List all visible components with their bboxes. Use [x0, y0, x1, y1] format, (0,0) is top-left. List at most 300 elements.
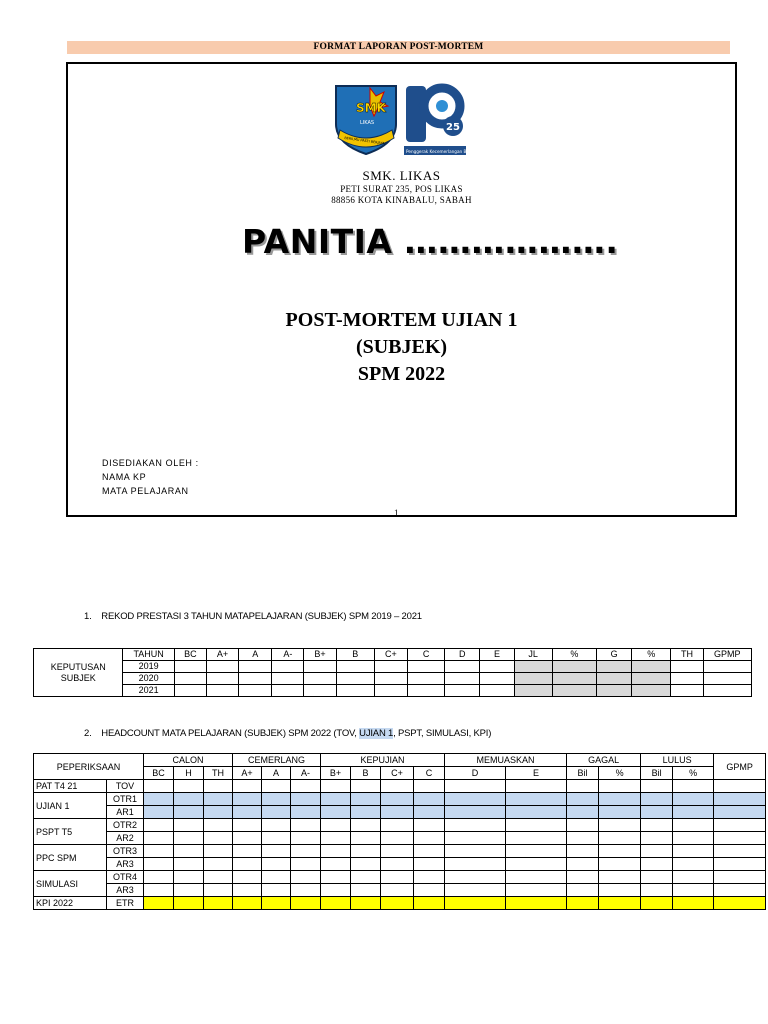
data-cell[interactable]: [506, 897, 567, 910]
data-cell[interactable]: [599, 819, 641, 832]
school-address-line1: PETI SURAT 235, POS LIKAS: [340, 184, 463, 194]
data-cell[interactable]: [381, 858, 414, 871]
result-label-cell: [34, 649, 123, 697]
data-cell[interactable]: [374, 661, 407, 673]
gpmp-header: GPMP: [714, 754, 766, 780]
data-cell[interactable]: [351, 897, 381, 910]
data-cell[interactable]: [321, 780, 351, 793]
data-cell[interactable]: [291, 884, 321, 897]
data-cell[interactable]: [506, 819, 567, 832]
data-cell[interactable]: [321, 884, 351, 897]
data-cell[interactable]: [262, 819, 291, 832]
data-cell[interactable]: [480, 673, 514, 685]
data-cell[interactable]: [445, 897, 506, 910]
data-cell[interactable]: [641, 793, 673, 806]
data-cell[interactable]: [321, 819, 351, 832]
data-cell[interactable]: [204, 884, 233, 897]
subject-label: MATA PELAJARAN: [102, 486, 189, 496]
data-cell[interactable]: [262, 884, 291, 897]
sub-header: A: [262, 767, 291, 780]
data-cell[interactable]: [381, 884, 414, 897]
data-cell[interactable]: [174, 673, 206, 685]
data-cell[interactable]: [233, 780, 262, 793]
data-cell[interactable]: [262, 780, 291, 793]
data-cell[interactable]: [514, 685, 552, 697]
data-cell[interactable]: [204, 871, 233, 884]
data-cell[interactable]: [291, 897, 321, 910]
data-cell[interactable]: [233, 819, 262, 832]
data-cell[interactable]: [445, 780, 506, 793]
data-cell[interactable]: [321, 845, 351, 858]
exam-type: AR1: [107, 806, 144, 819]
data-cell[interactable]: [174, 819, 204, 832]
exam-header: PEPERIKSAAN: [34, 754, 144, 780]
data-cell[interactable]: [641, 780, 673, 793]
data-cell[interactable]: [351, 845, 381, 858]
data-cell[interactable]: [445, 858, 506, 871]
year-cell: 2021: [123, 685, 174, 697]
data-cell[interactable]: [144, 793, 174, 806]
data-cell[interactable]: [506, 806, 567, 819]
table-row: [34, 661, 752, 673]
exam-type: OTR4: [107, 871, 144, 884]
data-cell[interactable]: [262, 845, 291, 858]
data-cell[interactable]: [671, 673, 703, 685]
data-cell[interactable]: [567, 845, 599, 858]
data-cell[interactable]: [351, 780, 381, 793]
data-cell[interactable]: [291, 793, 321, 806]
section2-title-end: , PSPT, SIMULASI, KPI): [393, 728, 492, 739]
section1-number: 1.: [84, 611, 92, 622]
data-cell[interactable]: [272, 673, 304, 685]
data-cell[interactable]: [445, 884, 506, 897]
sub-header: TH: [204, 767, 233, 780]
data-cell[interactable]: [567, 819, 599, 832]
data-cell[interactable]: [567, 793, 599, 806]
data-cell[interactable]: [673, 793, 714, 806]
data-cell[interactable]: [381, 780, 414, 793]
data-cell[interactable]: [174, 806, 204, 819]
data-cell[interactable]: [714, 871, 766, 884]
exam-name: PAT T4 21: [34, 780, 107, 793]
data-cell[interactable]: [144, 780, 174, 793]
data-cell[interactable]: [144, 806, 174, 819]
column-header: E: [480, 649, 514, 661]
data-cell[interactable]: [567, 780, 599, 793]
data-cell[interactable]: [414, 819, 445, 832]
data-cell[interactable]: [673, 819, 714, 832]
data-cell[interactable]: [291, 871, 321, 884]
three-year-performance-table: [33, 648, 752, 697]
data-cell[interactable]: [714, 845, 766, 858]
data-cell[interactable]: [599, 793, 641, 806]
data-cell[interactable]: [239, 685, 272, 697]
data-cell[interactable]: [381, 806, 414, 819]
data-cell[interactable]: [480, 661, 514, 673]
column-header: A-: [272, 649, 304, 661]
data-cell[interactable]: [262, 793, 291, 806]
data-cell[interactable]: [599, 897, 641, 910]
data-cell[interactable]: [351, 871, 381, 884]
exam-name: PPC SPM: [34, 845, 107, 871]
data-cell[interactable]: [552, 673, 596, 685]
data-cell[interactable]: [599, 806, 641, 819]
data-cell[interactable]: [381, 832, 414, 845]
data-cell[interactable]: [599, 832, 641, 845]
data-cell[interactable]: [671, 685, 703, 697]
data-cell[interactable]: [408, 673, 445, 685]
data-cell[interactable]: [174, 884, 204, 897]
data-cell[interactable]: [567, 832, 599, 845]
data-cell[interactable]: [174, 685, 206, 697]
data-cell[interactable]: [445, 685, 480, 697]
page-number: 1: [394, 508, 399, 518]
data-cell[interactable]: [506, 871, 567, 884]
data-cell[interactable]: [714, 897, 766, 910]
data-cell[interactable]: [445, 673, 480, 685]
exam-type: OTR1: [107, 793, 144, 806]
column-header: JL: [514, 649, 552, 661]
data-cell[interactable]: [381, 871, 414, 884]
data-cell[interactable]: [414, 858, 445, 871]
data-cell[interactable]: [414, 897, 445, 910]
badge-ribbon: BERILMU PASTI BERJAYA: [344, 135, 385, 146]
data-cell[interactable]: [599, 780, 641, 793]
data-cell[interactable]: [304, 673, 336, 685]
data-cell[interactable]: [262, 897, 291, 910]
data-cell[interactable]: [321, 871, 351, 884]
data-cell[interactable]: [714, 819, 766, 832]
result-label-line1: KEPUTUSAN: [50, 661, 106, 672]
data-cell[interactable]: [321, 806, 351, 819]
data-cell[interactable]: [673, 845, 714, 858]
data-cell[interactable]: [641, 806, 673, 819]
data-cell[interactable]: [174, 897, 204, 910]
badge-subtext: LIKAS: [360, 120, 375, 126]
data-cell[interactable]: [673, 832, 714, 845]
data-cell[interactable]: [233, 884, 262, 897]
data-cell[interactable]: [204, 897, 233, 910]
sub-header: %: [673, 767, 714, 780]
group-header-row: [34, 754, 766, 767]
data-cell[interactable]: [597, 685, 632, 697]
panitia-heading: PANITIA ……………….: [242, 222, 619, 261]
data-cell[interactable]: [514, 673, 552, 685]
data-cell[interactable]: [445, 871, 506, 884]
data-cell[interactable]: [445, 806, 506, 819]
data-cell[interactable]: [567, 897, 599, 910]
column-header: %: [632, 649, 671, 661]
data-cell[interactable]: [381, 793, 414, 806]
school-address-line2: 88856 KOTA KINABALU, SABAH: [331, 195, 472, 205]
data-cell[interactable]: [673, 884, 714, 897]
data-cell[interactable]: [174, 780, 204, 793]
data-cell[interactable]: [291, 819, 321, 832]
data-cell[interactable]: [272, 661, 304, 673]
data-cell[interactable]: [597, 661, 632, 673]
data-cell[interactable]: [144, 871, 174, 884]
column-header: D: [445, 649, 480, 661]
data-cell[interactable]: [174, 871, 204, 884]
group-header: LULUS: [641, 754, 714, 767]
section2-number: 2.: [84, 728, 92, 739]
data-cell[interactable]: [351, 819, 381, 832]
data-cell[interactable]: [336, 685, 374, 697]
data-cell[interactable]: [599, 871, 641, 884]
data-cell[interactable]: [174, 793, 204, 806]
data-cell[interactable]: [144, 819, 174, 832]
data-cell[interactable]: [144, 897, 174, 910]
data-cell[interactable]: [233, 806, 262, 819]
exam-type: AR3: [107, 884, 144, 897]
data-cell[interactable]: [703, 661, 751, 673]
data-cell[interactable]: [144, 832, 174, 845]
data-cell[interactable]: [144, 845, 174, 858]
data-cell[interactable]: [567, 806, 599, 819]
data-cell[interactable]: [174, 832, 204, 845]
data-cell[interactable]: [673, 871, 714, 884]
column-header: TAHUN: [123, 649, 174, 661]
group-header: CALON: [144, 754, 233, 767]
school-logos: [330, 82, 483, 160]
exam-type: ETR: [107, 897, 144, 910]
sub-header: %: [599, 767, 641, 780]
anniversary-logo-icon: [404, 86, 483, 155]
data-cell[interactable]: [632, 661, 671, 673]
data-cell[interactable]: [673, 897, 714, 910]
data-cell[interactable]: [673, 858, 714, 871]
data-cell[interactable]: [445, 793, 506, 806]
table-row: [34, 832, 766, 845]
data-cell[interactable]: [599, 858, 641, 871]
table-row: [34, 897, 766, 910]
data-cell[interactable]: [414, 871, 445, 884]
headcount-table: [33, 753, 766, 910]
data-cell[interactable]: [599, 845, 641, 858]
data-cell[interactable]: [233, 845, 262, 858]
table-row: [34, 845, 766, 858]
data-cell[interactable]: [632, 673, 671, 685]
column-header: BC: [174, 649, 206, 661]
data-cell[interactable]: [321, 793, 351, 806]
data-cell[interactable]: [714, 832, 766, 845]
data-cell[interactable]: [673, 806, 714, 819]
data-cell[interactable]: [262, 858, 291, 871]
data-cell[interactable]: [506, 780, 567, 793]
data-cell[interactable]: [703, 685, 751, 697]
data-cell[interactable]: [714, 806, 766, 819]
exam-type: OTR3: [107, 845, 144, 858]
badge-text: SMK: [356, 101, 386, 115]
column-header: TH: [671, 649, 703, 661]
data-cell[interactable]: [239, 673, 272, 685]
group-header: MEMUASKAN: [445, 754, 567, 767]
data-cell[interactable]: [351, 884, 381, 897]
data-cell[interactable]: [204, 780, 233, 793]
data-cell[interactable]: [272, 685, 304, 697]
data-cell[interactable]: [321, 897, 351, 910]
data-cell[interactable]: [414, 780, 445, 793]
sub-header-row: [34, 767, 766, 780]
sub-header: E: [506, 767, 567, 780]
exam-name: SIMULASI: [34, 871, 107, 897]
data-cell[interactable]: [204, 806, 233, 819]
column-header: A: [239, 649, 272, 661]
report-format-banner: FORMAT LAPORAN POST-MORTEM: [67, 41, 730, 54]
exam-type: OTR2: [107, 819, 144, 832]
data-cell[interactable]: [506, 832, 567, 845]
data-cell[interactable]: [321, 858, 351, 871]
data-cell[interactable]: [206, 661, 238, 673]
data-cell[interactable]: [351, 832, 381, 845]
data-cell[interactable]: [174, 858, 204, 871]
data-cell[interactable]: [408, 685, 445, 697]
head-of-panel-label: NAMA KP: [102, 472, 147, 482]
data-cell[interactable]: [567, 858, 599, 871]
data-cell[interactable]: [641, 832, 673, 845]
data-cell[interactable]: [351, 858, 381, 871]
data-cell[interactable]: [599, 884, 641, 897]
data-cell[interactable]: [506, 884, 567, 897]
data-cell[interactable]: [414, 832, 445, 845]
data-cell[interactable]: [233, 871, 262, 884]
data-cell[interactable]: [144, 884, 174, 897]
data-cell[interactable]: [204, 832, 233, 845]
result-label-line2: SUBJEK: [60, 672, 96, 683]
data-cell[interactable]: [374, 673, 407, 685]
data-cell[interactable]: [206, 685, 238, 697]
table-row: [34, 858, 766, 871]
data-cell[interactable]: [514, 661, 552, 673]
section2-title-highlight: UJIAN 1: [359, 728, 394, 739]
data-cell[interactable]: [262, 871, 291, 884]
data-cell[interactable]: [641, 871, 673, 884]
data-cell[interactable]: [174, 661, 206, 673]
sub-header: H: [174, 767, 204, 780]
data-cell[interactable]: [552, 661, 596, 673]
data-cell[interactable]: [291, 780, 321, 793]
data-cell[interactable]: [351, 793, 381, 806]
data-cell[interactable]: [291, 806, 321, 819]
year-cell: 2020: [123, 673, 174, 685]
anniversary-caption: Penggerak Kecemerlangan Bersama: [406, 149, 483, 154]
data-cell[interactable]: [714, 780, 766, 793]
data-cell[interactable]: [291, 858, 321, 871]
cover-page: [66, 62, 737, 517]
data-cell[interactable]: [567, 884, 599, 897]
data-cell[interactable]: [304, 661, 336, 673]
data-cell[interactable]: [204, 819, 233, 832]
data-cell[interactable]: [703, 673, 751, 685]
sub-header: C+: [381, 767, 414, 780]
table-row: [34, 806, 766, 819]
data-cell[interactable]: [671, 661, 703, 673]
data-cell[interactable]: [381, 845, 414, 858]
data-cell[interactable]: [381, 897, 414, 910]
data-cell[interactable]: [291, 845, 321, 858]
data-cell[interactable]: [445, 819, 506, 832]
data-cell[interactable]: [506, 793, 567, 806]
data-cell[interactable]: [321, 832, 351, 845]
data-cell[interactable]: [673, 780, 714, 793]
school-badge-icon: [336, 86, 396, 154]
exam-name: PSPT T5: [34, 819, 107, 845]
table-header-row: [34, 649, 752, 661]
table-row: [34, 780, 766, 793]
data-cell[interactable]: [233, 858, 262, 871]
data-cell[interactable]: [445, 845, 506, 858]
exam-type: AR3: [107, 858, 144, 871]
data-cell[interactable]: [262, 832, 291, 845]
data-cell[interactable]: [262, 806, 291, 819]
sub-header: C: [414, 767, 445, 780]
data-cell[interactable]: [641, 884, 673, 897]
data-cell[interactable]: [714, 884, 766, 897]
section1-heading: [84, 611, 422, 622]
data-cell[interactable]: [445, 832, 506, 845]
data-cell[interactable]: [506, 845, 567, 858]
data-cell[interactable]: [714, 858, 766, 871]
column-header: %: [552, 649, 596, 661]
data-cell[interactable]: [414, 845, 445, 858]
data-cell[interactable]: [233, 832, 262, 845]
data-cell[interactable]: [641, 858, 673, 871]
data-cell[interactable]: [239, 661, 272, 673]
data-cell[interactable]: [233, 793, 262, 806]
data-cell[interactable]: [351, 806, 381, 819]
data-cell[interactable]: [552, 685, 596, 697]
data-cell[interactable]: [204, 845, 233, 858]
data-cell[interactable]: [374, 685, 407, 697]
sub-header: B+: [321, 767, 351, 780]
data-cell[interactable]: [233, 897, 262, 910]
data-cell[interactable]: [144, 858, 174, 871]
data-cell[interactable]: [174, 845, 204, 858]
data-cell[interactable]: [641, 897, 673, 910]
data-cell[interactable]: [641, 819, 673, 832]
data-cell[interactable]: [414, 793, 445, 806]
data-cell[interactable]: [567, 871, 599, 884]
data-cell[interactable]: [291, 832, 321, 845]
data-cell[interactable]: [336, 673, 374, 685]
anniversary-number: 25: [446, 122, 460, 133]
data-cell[interactable]: [414, 884, 445, 897]
data-cell[interactable]: [381, 819, 414, 832]
sub-header: A+: [233, 767, 262, 780]
section1-title: REKOD PRESTASI 3 TAHUN MATAPELAJARAN (SUBJEK) SPM 2019 – 2021: [101, 611, 422, 622]
data-cell[interactable]: [204, 793, 233, 806]
data-cell[interactable]: [641, 845, 673, 858]
sub-header: D: [445, 767, 506, 780]
table-row: [34, 793, 766, 806]
data-cell[interactable]: [632, 685, 671, 697]
data-cell[interactable]: [206, 673, 238, 685]
prepared-by-label: DISEDIAKAN OLEH :: [102, 458, 199, 468]
data-cell[interactable]: [597, 673, 632, 685]
group-header: GAGAL: [567, 754, 641, 767]
data-cell[interactable]: [408, 661, 445, 673]
sub-header: A-: [291, 767, 321, 780]
data-cell[interactable]: [480, 685, 514, 697]
data-cell[interactable]: [304, 685, 336, 697]
data-cell[interactable]: [714, 793, 766, 806]
section2-heading: [84, 728, 491, 739]
data-cell[interactable]: [506, 858, 567, 871]
data-cell[interactable]: [204, 858, 233, 871]
data-cell[interactable]: [445, 661, 480, 673]
data-cell[interactable]: [336, 661, 374, 673]
data-cell[interactable]: [414, 806, 445, 819]
